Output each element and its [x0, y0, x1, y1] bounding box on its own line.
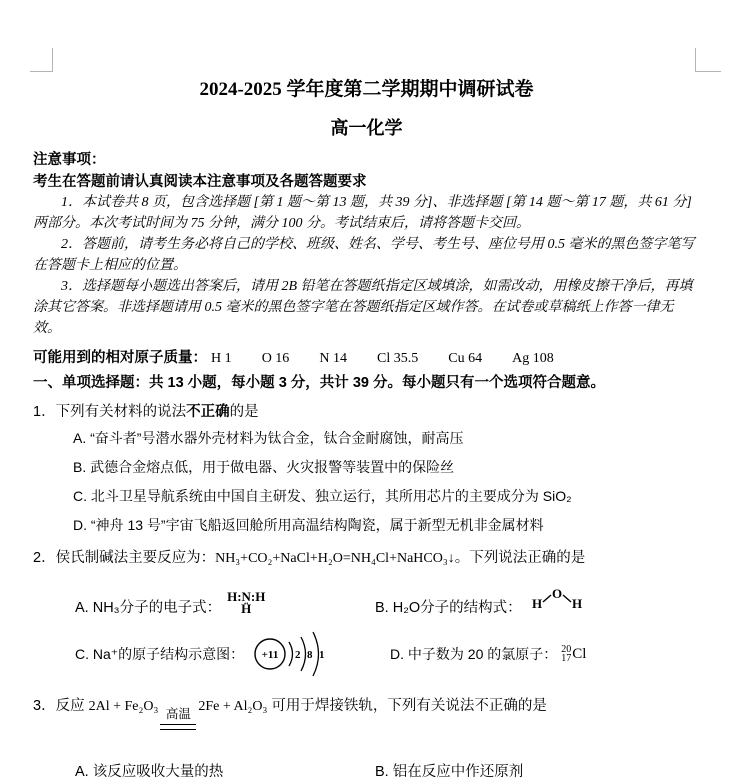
atomic-mass-value: Cl 35.5 [377, 351, 419, 366]
question-3-text-end: 的是 [517, 698, 547, 714]
electron-formula [227, 591, 265, 615]
question-1-option-b: B. 武德合金熔点低，用于做电器、火灾报警等装置中的保险丝 [73, 459, 455, 475]
atomic-mass-label: 可能用到的相对原子质量： [33, 350, 207, 366]
reaction-left: 2Al + Fe₂O₃ [88, 699, 159, 714]
question-2-options-row-cd [33, 623, 700, 685]
mass-number: 20 [561, 644, 572, 655]
reaction-right: 2Fe + Al₂O₃ [198, 699, 268, 714]
question-1-option-d: D. “神舟 13 号”宇宙飞船返回舱所用高温结构陶瓷，属于新型无机非金属材料 [73, 517, 544, 533]
question-1-option-a: A. “奋斗者”号潜水器外壳材料为钛合金，钛合金耐腐蚀，耐高压 [73, 430, 464, 446]
question-2-stem [33, 546, 700, 571]
section-title: 一、单项选择题：共 13 小题，每小题 3 分，共计 39 分。每小题只有一个选项符合题意。 [33, 375, 605, 391]
shell-count-2: 8 [307, 649, 313, 661]
notice-heading: 注意事项： [33, 152, 106, 168]
reaction-condition-stack [160, 707, 196, 730]
atomic-mass-value: H 1 [211, 351, 232, 366]
bond-line-left [543, 595, 551, 602]
notice-subheading: 考生在答题前请认真阅读本注意事项及各题答题要求 [33, 174, 367, 190]
exam-title: 2024-2025 学年度第二学期期中调研试卷 [199, 79, 534, 100]
question-2-option-d-label: D. 中子数为 20 的氯原子： [390, 646, 558, 662]
h-atom-right: H [571, 596, 582, 611]
shell-arc-2 [301, 637, 306, 671]
question-2-option-c-label: C. Na⁺的原子结构示意图： [75, 646, 245, 662]
atomic-mass-value: Ag 108 [512, 351, 554, 366]
question-3-text: 反应 [55, 698, 89, 714]
question-3-option-a: A. 该反应吸收大量的热 [75, 764, 224, 780]
question-2-option-a [75, 591, 375, 619]
atomic-mass-value: Cu 64 [448, 351, 483, 366]
electron-formula-bottom: Ḧ [241, 601, 252, 616]
atomic-number: 17 [561, 653, 572, 664]
question-2-option-d [390, 644, 586, 664]
question-3-emphasis: 不正确 [474, 698, 518, 714]
question-3-options [33, 760, 700, 781]
atomic-mass-value: N 14 [319, 351, 347, 366]
shell-count-1: 2 [295, 649, 301, 661]
notice-item-1: 1．本试卷共 8 页，包含选择题 [第 1 题～第 13 题，共 39 分]、非选择题 [第 14 题～第 17 题，共 61 分] 两部分。本次考试时间为 75 分钟，满分 100 分。考试结束后，请将答题卡交回。 [33, 195, 692, 231]
question-2-option-b-label: B. H₂O分子的结构式： [375, 600, 522, 616]
double-bond-line [160, 724, 196, 730]
shell-arc-1 [289, 642, 293, 666]
question-3-number: 3． [33, 698, 56, 714]
isotope-notation-numbers [561, 645, 571, 663]
question-1-options [33, 424, 700, 540]
shell-count-3: 1 [319, 649, 325, 661]
atomic-mass-line [33, 347, 700, 370]
question-2-text: 侯氏制碱法主要反应为： [55, 550, 216, 566]
question-2-equation: NH₃+CO₂+NaCl+H₂O=NH₄Cl+NaHCO₃↓ [215, 551, 455, 566]
notice-item-2: 2．答题前，请考生务必将自己的学校、班级、姓名、学号、考生号、座位号用 0.5 毫米的黑色签字笔写在答题卡上相应的位置。 [33, 237, 695, 273]
crop-mark-top-left [30, 48, 53, 72]
water-structural-formula [530, 585, 584, 613]
question-1-emphasis: 不正确 [186, 404, 230, 420]
notice-item-3: 3．选择题每小题选出答案后，请用 2B 铅笔在答题纸指定区域填涂，如需改动，用橡皮擦干净后，再填涂其它答案。非选择题请用 0.5 毫米的黑色签字笔在答题纸指定区域作答。在试卷或草稿纸上作答一律无效。 [33, 279, 693, 336]
element-symbol: Cl [572, 645, 587, 662]
reaction-condition-label: 高温 [165, 707, 191, 721]
question-2-number: 2． [33, 550, 56, 566]
exam-subject: 高一化学 [330, 118, 403, 138]
h-atom-left: H [531, 596, 542, 611]
atomic-mass-value: O 16 [261, 351, 290, 366]
crop-mark-top-right [695, 48, 721, 72]
question-1-option-c: C. 北斗卫星导航系统由中国自主研发、独立运行，其所用芯片的主要成分为 SiO₂ [73, 488, 572, 504]
question-2-option-b [375, 585, 584, 619]
question-2-option-c [75, 623, 390, 685]
question-3-text-mid: 可用于焊接铁轨，下列有关说法 [267, 698, 475, 714]
question-2-text-end: 。下列说法正确的是 [454, 550, 586, 566]
question-1-text-end: 的是 [229, 404, 259, 420]
atom-structure-diagram [250, 623, 334, 685]
question-2-option-a-label: A. NH₃分子的电子式： [75, 600, 222, 616]
nucleus-charge: +11 [261, 649, 279, 661]
question-1-number: 1． [33, 404, 56, 420]
notice-list [33, 192, 700, 339]
o-atom: O [551, 586, 562, 601]
question-1-text: 下列有关材料的说法 [55, 404, 187, 420]
question-1-stem [33, 400, 700, 424]
shell-arc-3 [313, 632, 319, 676]
question-2-options-row-ab [33, 575, 700, 619]
bond-line-right [563, 595, 571, 602]
question-3-option-b: B. 铝在反应中作还原剂 [375, 764, 524, 780]
question-3-stem [33, 693, 700, 730]
electron-formula-top: H:N:H [227, 589, 266, 604]
